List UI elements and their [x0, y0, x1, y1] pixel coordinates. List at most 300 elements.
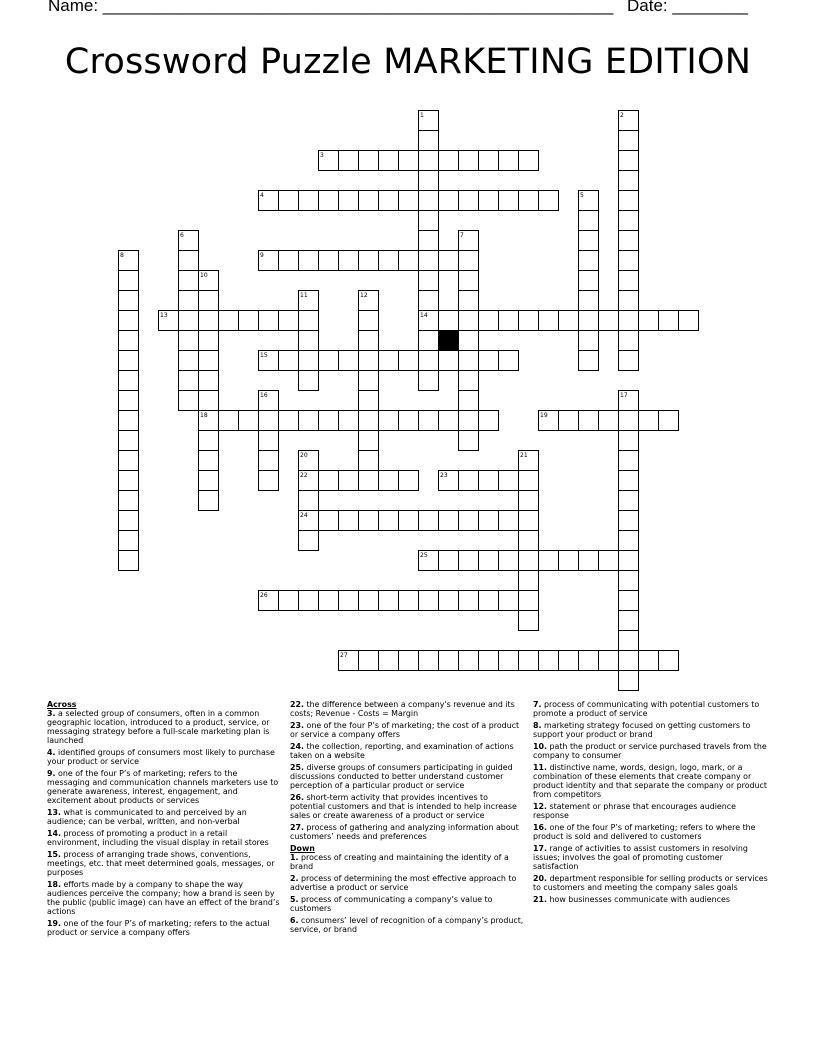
grid-cell[interactable]	[299, 191, 319, 211]
grid-cell[interactable]	[619, 431, 639, 451]
grid-cell[interactable]	[499, 591, 519, 611]
grid-cell[interactable]	[479, 591, 499, 611]
grid-cell[interactable]	[479, 411, 499, 431]
grid-cell[interactable]	[439, 591, 459, 611]
clue-item	[47, 880, 282, 916]
grid-cell[interactable]	[639, 651, 659, 671]
grid-cell[interactable]	[219, 311, 239, 331]
grid-cell[interactable]	[499, 151, 519, 171]
grid-cell[interactable]	[359, 251, 379, 271]
grid-cell[interactable]	[439, 311, 459, 331]
clue-text: process of determining the most effective approach to advertise a product or service	[290, 874, 517, 892]
grid-cell[interactable]	[239, 411, 259, 431]
clue-text: range of activities to assist customers in resolving issues; involves the goal of promoting customer satisfaction	[533, 844, 748, 871]
grid-cell[interactable]	[519, 511, 539, 531]
grid-cell[interactable]	[419, 171, 439, 191]
grid-cell[interactable]	[359, 471, 379, 491]
grid-cell[interactable]	[459, 331, 479, 351]
grid-cell[interactable]	[459, 391, 479, 411]
grid-cell[interactable]	[459, 511, 479, 531]
grid-cell[interactable]	[379, 511, 399, 531]
grid-cell[interactable]	[119, 351, 139, 371]
grid-cell[interactable]	[299, 331, 319, 351]
clue-number: 7	[460, 232, 464, 239]
grid-cell[interactable]	[459, 651, 479, 671]
clue-number: 6	[180, 232, 184, 239]
clue-text: department responsible for selling products or services to customers and meeting the company sales goals	[533, 874, 768, 892]
grid-cell[interactable]	[399, 191, 419, 211]
grid-cell[interactable]	[419, 231, 439, 251]
grid-cell[interactable]	[459, 591, 479, 611]
grid-cell[interactable]	[199, 371, 219, 391]
clue-number: 22	[300, 472, 308, 479]
grid-cell[interactable]	[619, 231, 639, 251]
grid-cell[interactable]	[259, 411, 279, 431]
grid-cell[interactable]	[619, 451, 639, 471]
grid-cell[interactable]	[379, 411, 399, 431]
grid-cell[interactable]	[319, 351, 339, 371]
grid-cell[interactable]	[399, 591, 419, 611]
grid-cell[interactable]	[299, 411, 319, 431]
grid-cell[interactable]	[399, 351, 419, 371]
grid-cell[interactable]	[499, 511, 519, 531]
clue-number: 25	[420, 552, 428, 559]
grid-cell[interactable]	[499, 311, 519, 331]
clue-number: 26	[260, 592, 268, 599]
clue-number-label: 16.	[533, 823, 547, 832]
clue-number: 9	[260, 252, 264, 259]
grid-cell[interactable]	[619, 531, 639, 551]
grid-cell[interactable]	[339, 511, 359, 531]
grid-cell[interactable]	[239, 311, 259, 331]
grid-cell[interactable]	[459, 551, 479, 571]
grid-cell[interactable]	[439, 151, 459, 171]
grid-cell[interactable]	[299, 491, 319, 511]
grid-cell[interactable]	[579, 551, 599, 571]
grid-cell[interactable]	[179, 271, 199, 291]
grid-cell[interactable]	[559, 651, 579, 671]
grid-cell[interactable]	[579, 271, 599, 291]
clue-number-label: 3.	[47, 709, 56, 718]
grid-cell[interactable]	[379, 591, 399, 611]
grid-cell[interactable]	[619, 251, 639, 271]
grid-cell[interactable]	[179, 351, 199, 371]
grid-cell[interactable]	[619, 651, 639, 671]
clue-number: 1	[420, 112, 424, 119]
grid-cell[interactable]	[119, 491, 139, 511]
grid-cell[interactable]	[419, 191, 439, 211]
grid-cell[interactable]	[479, 471, 499, 491]
grid-cell[interactable]	[359, 371, 379, 391]
clue-item	[533, 823, 768, 841]
clue-text: how businesses communicate with audiences	[546, 895, 730, 904]
grid-cell[interactable]	[579, 251, 599, 271]
grid-cell[interactable]	[359, 431, 379, 451]
clue-text: a selected group of consumers, often in a common geographic location, introduced to a product, service, or messaging strategy before a full-scale marketing plan is launched	[47, 709, 270, 745]
grid-cell[interactable]	[419, 291, 439, 311]
grid-cell[interactable]	[499, 651, 519, 671]
grid-cell[interactable]	[619, 511, 639, 531]
grid-cell[interactable]	[479, 651, 499, 671]
grid-cell[interactable]	[359, 351, 379, 371]
grid-cell[interactable]	[579, 331, 599, 351]
grid-cell[interactable]	[119, 531, 139, 551]
grid-cell[interactable]	[659, 311, 679, 331]
grid-cell[interactable]	[539, 191, 559, 211]
grid-cell[interactable]	[499, 191, 519, 211]
grid-cell[interactable]	[419, 371, 439, 391]
grid-cell[interactable]	[339, 471, 359, 491]
clue-number: 10	[200, 272, 208, 279]
grid-cell[interactable]	[359, 151, 379, 171]
grid-cell[interactable]	[479, 311, 499, 331]
grid-cell[interactable]	[519, 651, 539, 671]
grid-cell[interactable]	[579, 651, 599, 671]
grid-cell[interactable]	[459, 251, 479, 271]
clue-item	[290, 895, 525, 913]
clue-number-label: 4.	[47, 748, 56, 757]
grid-cell[interactable]	[319, 251, 339, 271]
grid-cell[interactable]	[619, 551, 639, 571]
clue-number: 27	[340, 652, 348, 659]
grid-cell[interactable]	[399, 511, 419, 531]
grid-cell[interactable]	[179, 391, 199, 411]
grid-cell[interactable]	[599, 311, 619, 331]
clue-text: statement or phrase that encourages audience response	[533, 802, 736, 820]
grid-cell[interactable]	[439, 411, 459, 431]
grid-cell[interactable]	[119, 331, 139, 351]
grid-cell[interactable]	[119, 471, 139, 491]
grid-cell[interactable]	[359, 391, 379, 411]
clue-number-label: 22.	[290, 700, 304, 709]
grid-cell[interactable]	[639, 311, 659, 331]
grid-cell[interactable]	[359, 411, 379, 431]
clue-column-2	[290, 700, 525, 937]
clue-text: process of promoting a product in a retail environment, including the visual display in retail stores	[47, 829, 269, 847]
clue-number: 11	[300, 292, 308, 299]
grid-cell[interactable]	[319, 191, 339, 211]
clue-text: one of the four P’s of marketing; the cost of a product or service a company offers	[290, 721, 520, 739]
grid-cell[interactable]	[119, 271, 139, 291]
grid-cell[interactable]	[599, 651, 619, 671]
grid-cell[interactable]	[599, 551, 619, 571]
grid-cell[interactable]	[439, 191, 459, 211]
grid-cell[interactable]	[459, 151, 479, 171]
grid-cell[interactable]	[119, 411, 139, 431]
grid-cell[interactable]	[399, 251, 419, 271]
clue-item	[533, 721, 768, 739]
grid-cell[interactable]	[359, 451, 379, 471]
grid-cell[interactable]	[419, 351, 439, 371]
clue-text: process of creating and maintaining the identity of a brand	[290, 853, 509, 871]
grid-cell[interactable]	[579, 231, 599, 251]
grid-cell[interactable]	[319, 511, 339, 531]
grid-cell[interactable]	[599, 411, 619, 431]
clue-number-label: 9.	[47, 769, 56, 778]
clue-number-label: 11.	[533, 763, 547, 772]
clue-number-label: 18.	[47, 880, 61, 889]
grid-cell[interactable]	[519, 551, 539, 571]
grid-cell[interactable]	[339, 591, 359, 611]
clue-text: diverse groups of consumers participating in guided discussions conducted to better understand customer perception of a particular product or service	[290, 763, 513, 790]
clue-number: 17	[620, 392, 628, 399]
grid-cell[interactable]	[399, 151, 419, 171]
grid-cell[interactable]	[619, 211, 639, 231]
grid-cell[interactable]	[419, 331, 439, 351]
grid-cell[interactable]	[559, 411, 579, 431]
grid-cell[interactable]	[419, 591, 439, 611]
grid-cell[interactable]	[379, 151, 399, 171]
grid-cell[interactable]	[579, 311, 599, 331]
clue-text: the difference between a company's revenue and its costs; Revenue - Costs = Margin	[290, 700, 515, 718]
grid-cell[interactable]	[579, 291, 599, 311]
grid-cell[interactable]	[279, 351, 299, 371]
clue-item	[290, 853, 525, 871]
grid-cell[interactable]	[479, 551, 499, 571]
grid-cell[interactable]	[119, 311, 139, 331]
grid-cell[interactable]	[519, 591, 539, 611]
grid-cell[interactable]	[359, 331, 379, 351]
grid-cell[interactable]	[519, 471, 539, 491]
grid-cell[interactable]	[539, 311, 559, 331]
grid-cell[interactable]	[659, 411, 679, 431]
grid-cell[interactable]	[439, 511, 459, 531]
grid-cell[interactable]	[199, 491, 219, 511]
clue-item	[47, 850, 282, 877]
grid-cell[interactable]	[679, 311, 699, 331]
grid-cell[interactable]	[199, 351, 219, 371]
grid-cell[interactable]	[299, 591, 319, 611]
grid-cell[interactable]	[579, 411, 599, 431]
grid-cell[interactable]	[259, 431, 279, 451]
grid-cell[interactable]	[519, 531, 539, 551]
grid-cell[interactable]	[379, 191, 399, 211]
clue-number: 13	[160, 312, 168, 319]
date-field-label: Date: ________	[627, 0, 748, 15]
grid-cell[interactable]	[619, 571, 639, 591]
grid-cell[interactable]	[619, 631, 639, 651]
clue-number-label: 14.	[47, 829, 61, 838]
grid-cell[interactable]	[619, 291, 639, 311]
grid-cell[interactable]	[279, 191, 299, 211]
grid-cell[interactable]	[339, 251, 359, 271]
clue-text: one of the four P’s of marketing; refers to the messaging and communication channels marketers use to generate awareness, interest, engagement, and excitement about products or services	[47, 769, 279, 805]
grid-cell[interactable]	[399, 651, 419, 671]
grid-cell[interactable]	[619, 611, 639, 631]
grid-cell[interactable]	[179, 331, 199, 351]
clue-number: 2	[620, 112, 624, 119]
grid-cell[interactable]	[459, 311, 479, 331]
grid-cell[interactable]	[619, 351, 639, 371]
clue-column-3	[533, 700, 768, 907]
grid-cell[interactable]	[119, 511, 139, 531]
grid-cell[interactable]	[619, 271, 639, 291]
grid-cell[interactable]	[359, 511, 379, 531]
grid-cell[interactable]	[519, 311, 539, 331]
grid-cell[interactable]	[359, 191, 379, 211]
grid-cell[interactable]	[119, 371, 139, 391]
grid-cell[interactable]	[439, 251, 459, 271]
clue-number-label: 17.	[533, 844, 547, 853]
grid-cell[interactable]	[319, 471, 339, 491]
grid-cell[interactable]	[619, 471, 639, 491]
grid-cell[interactable]	[619, 491, 639, 511]
grid-cell[interactable]	[419, 511, 439, 531]
grid-cell[interactable]	[119, 291, 139, 311]
grid-cell[interactable]	[339, 411, 359, 431]
grid-cell[interactable]	[419, 151, 439, 171]
grid-cell[interactable]	[199, 431, 219, 451]
grid-cell[interactable]	[439, 551, 459, 571]
grid-cell[interactable]	[559, 551, 579, 571]
grid-cell[interactable]	[379, 351, 399, 371]
grid-cell[interactable]	[459, 471, 479, 491]
grid-cell[interactable]	[199, 471, 219, 491]
grid-cell[interactable]	[459, 411, 479, 431]
clue-number-label: 7.	[533, 700, 542, 709]
grid-cell[interactable]	[339, 151, 359, 171]
grid-cell[interactable]	[259, 451, 279, 471]
grid-cell[interactable]	[579, 351, 599, 371]
grid-cell[interactable]	[519, 491, 539, 511]
grid-cell[interactable]	[499, 471, 519, 491]
grid-cell[interactable]	[499, 351, 519, 371]
clue-column-1	[47, 700, 282, 940]
clue-number: 23	[440, 472, 448, 479]
grid-cell[interactable]	[399, 471, 419, 491]
grid-cell[interactable]	[459, 271, 479, 291]
grid-cell[interactable]	[279, 251, 299, 271]
grid-cell[interactable]	[319, 411, 339, 431]
grid-cell[interactable]	[299, 251, 319, 271]
grid-cell[interactable]	[279, 591, 299, 611]
grid-cell[interactable]	[619, 411, 639, 431]
grid-cell[interactable]	[199, 331, 219, 351]
grid-cell[interactable]	[459, 431, 479, 451]
grid-cell[interactable]	[299, 371, 319, 391]
clue-number-label: 1.	[290, 853, 299, 862]
grid-cell[interactable]	[459, 351, 479, 371]
grid-cell[interactable]	[539, 551, 559, 571]
clue-item	[290, 721, 525, 739]
grid-cell[interactable]	[319, 591, 339, 611]
grid-cell[interactable]	[279, 411, 299, 431]
grid-cell[interactable]	[519, 571, 539, 591]
grid-cell[interactable]	[439, 651, 459, 671]
grid-cell[interactable]	[379, 251, 399, 271]
grid-cell[interactable]	[119, 391, 139, 411]
grid-cell[interactable]	[199, 451, 219, 471]
clue-text: process of arranging trade shows, conventions, meetings, etc. that meet determined goals, messages, or purposes	[47, 850, 275, 877]
clue-number: 15	[260, 352, 268, 359]
clue-text: short-term activity that provides incentives to potential customers and that is intended to help increase sales or create awareness of a product or service	[290, 793, 517, 820]
grid-cell[interactable]	[419, 251, 439, 271]
grid-cell[interactable]	[479, 351, 499, 371]
grid-cell[interactable]	[419, 651, 439, 671]
grid-cell[interactable]	[479, 511, 499, 531]
clue-item	[290, 916, 525, 934]
grid-cell[interactable]	[199, 291, 219, 311]
grid-cell[interactable]	[539, 651, 559, 671]
grid-cell[interactable]	[179, 291, 199, 311]
grid-cell[interactable]	[519, 151, 539, 171]
grid-cell[interactable]	[379, 651, 399, 671]
grid-cell[interactable]	[259, 311, 279, 331]
grid-cell[interactable]	[419, 271, 439, 291]
grid-cell[interactable]	[359, 651, 379, 671]
clue-number: 24	[300, 512, 308, 519]
grid-cell[interactable]	[479, 191, 499, 211]
grid-cell[interactable]	[619, 671, 639, 691]
grid-cell[interactable]	[299, 531, 319, 551]
grid-cell[interactable]	[399, 411, 419, 431]
grid-cell[interactable]	[119, 451, 139, 471]
grid-cell[interactable]	[499, 551, 519, 571]
grid-cell[interactable]	[359, 591, 379, 611]
grid-cell[interactable]	[559, 311, 579, 331]
grid-cell[interactable]	[619, 331, 639, 351]
grid-cell[interactable]	[619, 171, 639, 191]
grid-cell[interactable]	[119, 431, 139, 451]
clue-number-label: 27.	[290, 823, 304, 832]
grid-cell[interactable]	[419, 411, 439, 431]
grid-cell[interactable]	[299, 351, 319, 371]
grid-cell[interactable]	[179, 311, 199, 331]
grid-cell[interactable]	[459, 291, 479, 311]
grid-cell[interactable]	[619, 191, 639, 211]
grid-cell[interactable]	[579, 211, 599, 231]
grid-cell[interactable]	[339, 351, 359, 371]
grid-cell[interactable]	[219, 411, 239, 431]
grid-cell[interactable]	[119, 551, 139, 571]
clue-number-label: 10.	[533, 742, 547, 751]
grid-cell[interactable]	[519, 611, 539, 631]
clue-number: 12	[360, 292, 368, 299]
grid-cell[interactable]	[639, 411, 659, 431]
grid-cell[interactable]	[199, 311, 219, 331]
grid-cell[interactable]	[419, 131, 439, 151]
clue-item	[47, 808, 282, 826]
grid-cell[interactable]	[279, 311, 299, 331]
grid-cell[interactable]	[199, 391, 219, 411]
grid-cell[interactable]	[259, 471, 279, 491]
grid-cell[interactable]	[479, 151, 499, 171]
clue-text: what is communicated to and perceived by an audience; can be verbal, written, and non-verbal	[47, 808, 247, 826]
clue-number-label: 5.	[290, 895, 299, 904]
clue-number: 14	[420, 312, 428, 319]
grid-cell[interactable]	[339, 191, 359, 211]
grid-cell[interactable]	[619, 151, 639, 171]
clue-item	[533, 874, 768, 892]
grid-cell[interactable]	[619, 311, 639, 331]
grid-cell[interactable]	[459, 191, 479, 211]
grid-cell[interactable]	[299, 311, 319, 331]
grid-cell[interactable]	[419, 211, 439, 231]
clue-text: marketing strategy focused on getting customers to support your product or brand	[533, 721, 751, 739]
grid-cell[interactable]	[659, 651, 679, 671]
clue-item	[47, 709, 282, 745]
grid-cell[interactable]	[179, 371, 199, 391]
grid-cell[interactable]	[439, 351, 459, 371]
grid-cell[interactable]	[359, 311, 379, 331]
grid-cell[interactable]	[519, 191, 539, 211]
grid-cell[interactable]	[179, 251, 199, 271]
clue-number: 16	[260, 392, 268, 399]
grid-cell[interactable]	[619, 131, 639, 151]
grid-cell[interactable]	[619, 591, 639, 611]
grid-cell[interactable]	[459, 371, 479, 391]
grid-cell[interactable]	[379, 471, 399, 491]
